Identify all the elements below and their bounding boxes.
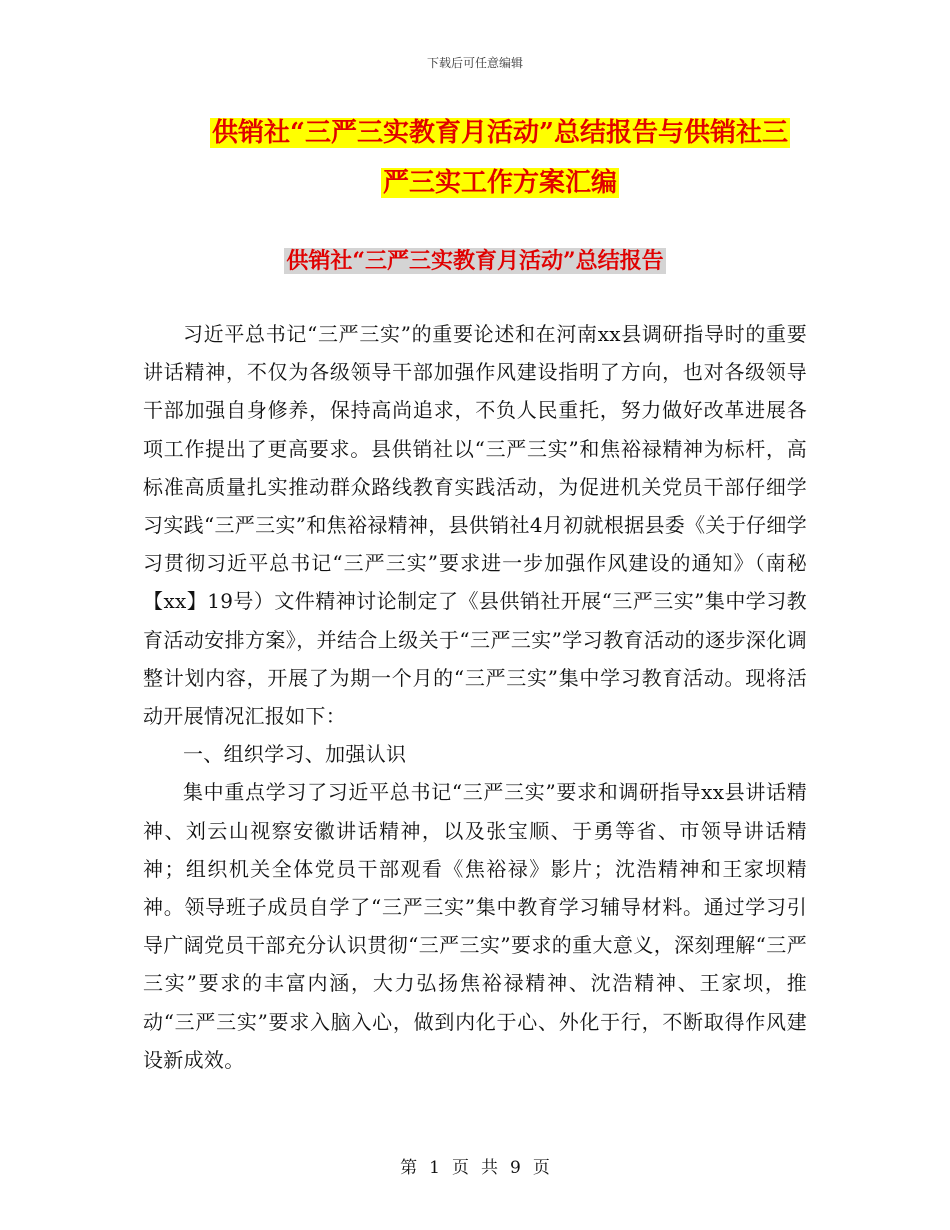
document-title-line-1: 供销社“三严三实教育月活动”总结报告与供销社三: [212, 118, 788, 148]
footer-total-pages: 9: [510, 1158, 521, 1178]
paragraph-study: 集中重点学习了习近平总书记“三严三实”要求和调研指导xx县讲话精神、刘云山视察安徽讲话精神，以及张宝顺、于勇等省、市领导讲话精神；组织机关全体党员干部观看《焦裕禄》影片；沈浩精神和王家坝精神。领导班子成员自学了“三严三实”集中教育学习辅导材料。通过学习引导广阔党员干部充分认识贯彻“三严三实”要求的重大意义，深刻理解“三严三实”要求的丰富内涵，大力弘扬焦裕禄精神、沈浩精神、王家坝，推动“三严三实”要求入脑入心，做到内化于心、外化于行，不断取得作风建设新成效。: [143, 780, 807, 1072]
section-title-text: 供销社“三严三实教育月活动”总结报告: [286, 248, 664, 274]
footer-page-number: 1: [429, 1158, 440, 1178]
section-title: [0, 243, 950, 279]
footer-label-total: 共: [481, 1158, 498, 1178]
header-note: 下载后可任意编辑: [426, 56, 523, 70]
paragraph-heading-1: 一、组织学习、加强认识: [183, 742, 407, 767]
page-footer: [0, 1153, 950, 1178]
footer-label-unit: 页: [452, 1158, 469, 1178]
footer-label-page: 第: [400, 1158, 418, 1178]
document-title-line-2: 严三实工作方案汇编: [382, 168, 617, 198]
body-text: [143, 315, 807, 1079]
footer-label-unit-2: 页: [532, 1158, 550, 1178]
paragraph-intro: 习近平总书记“三严三实”的重要论述和在河南xx县调研指导时的重要讲话精神，不仅为各级领导干部加强作风建设指明了方向，也对各级领导干部加强自身修养，保持高尚追求，不负人民重托，努力做好改革进展各项工作提出了更高要求。县供销社以“三严三实”和焦裕禄精神为标杆，高标准高质量扎实推动群众路线教育实践活动，为促进机关党员干部仔细学习实践“三严三实”和焦裕禄精神，县供销社4月初就根据县委《关于仔细学习贯彻习近平总书记“三严三实”要求进一步加强作风建设的通知》（南秘【xx】19号）文件精神讨论制定了《县供销社开展“三严三实”集中学习教育活动安排方案》，并结合上级关于“三严三实”学习教育活动的逐步深化调整计划内容，开展了为期一个月的“三严三实”集中学习教育活动。现将活动开展情况汇报如下：: [143, 322, 807, 729]
document-title: [170, 108, 830, 208]
